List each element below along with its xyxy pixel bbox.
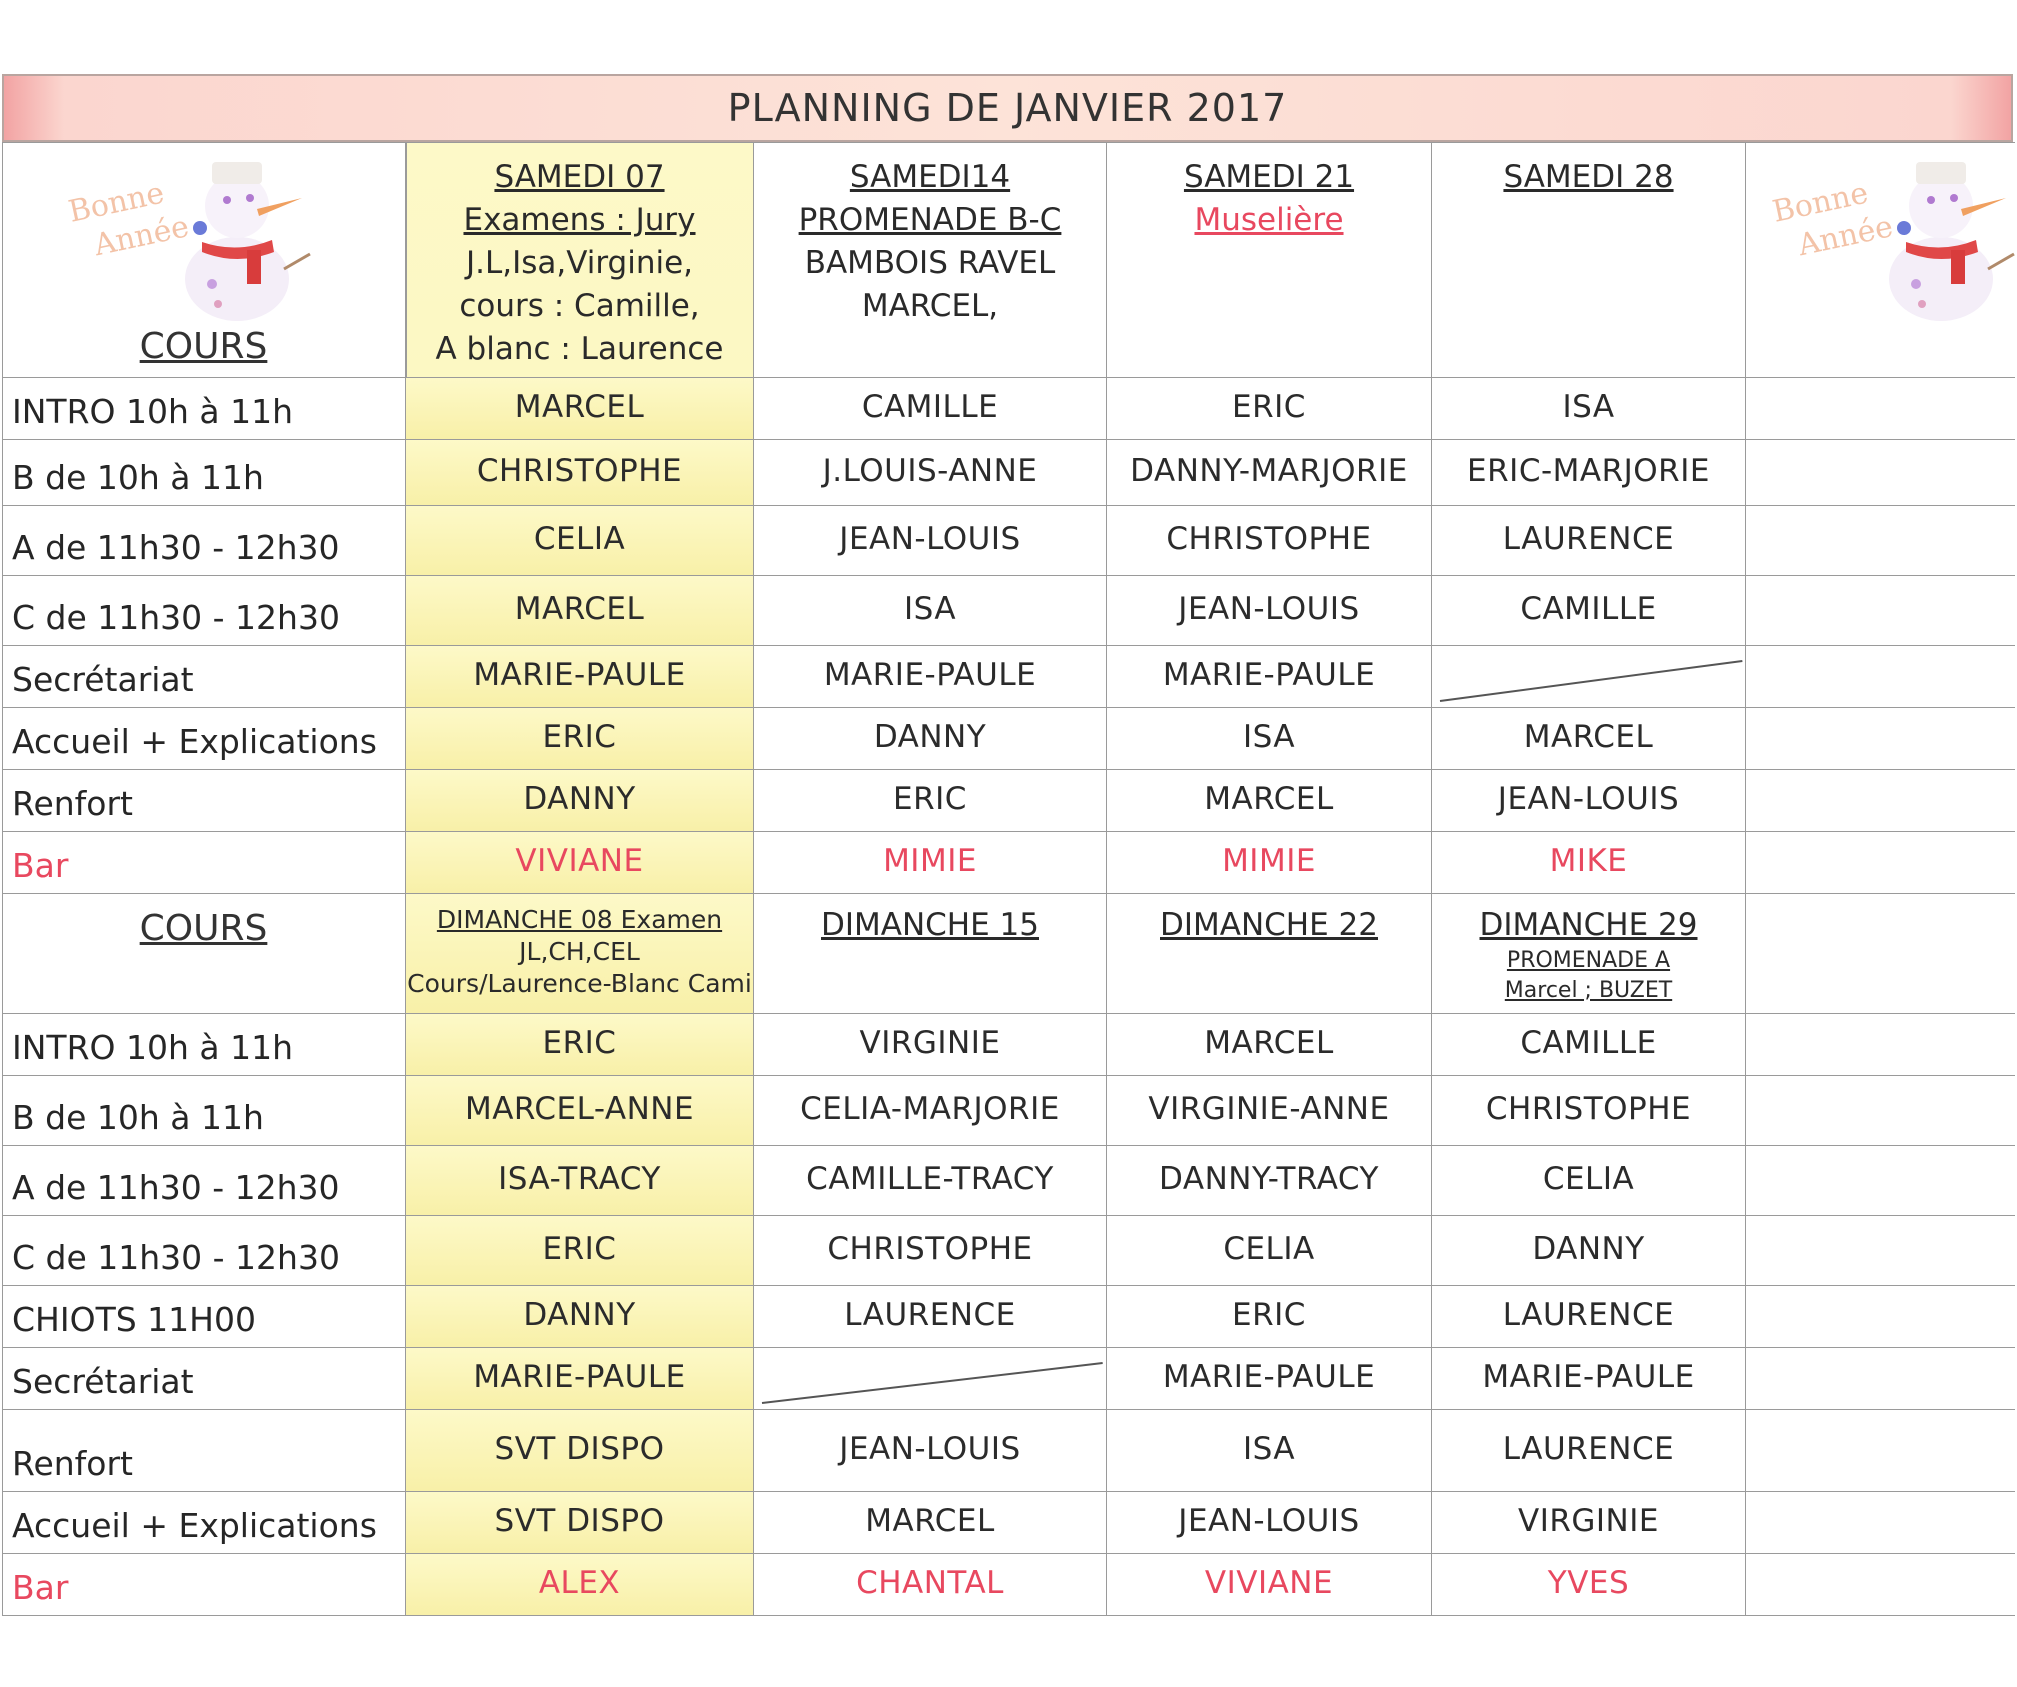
schedule-value: ISA-TRACY (498, 1160, 661, 1197)
schedule-value: MIKE (1549, 842, 1628, 879)
schedule-value: JEAN-LOUIS (1178, 590, 1360, 627)
row-label (2, 1286, 406, 1348)
schedule-value: ISA (903, 590, 957, 627)
schedule-value: SVT DISPO (494, 1502, 665, 1539)
row-label (2, 770, 406, 832)
deco-line: Bonne (1769, 175, 1872, 230)
schedule-cell (1107, 1286, 1432, 1348)
row-label-text: Renfort (12, 1444, 133, 1483)
schedule-cell (754, 440, 1107, 506)
schedule-value: CHRISTOPHE (1166, 520, 1372, 557)
schedule-value: JEAN-LOUIS (839, 520, 1021, 557)
cours-label: COURS (139, 908, 268, 949)
schedule-cell (1432, 708, 1746, 770)
row-label-text: A de 11h30 - 12h30 (12, 528, 340, 567)
schedule-value: CELIA (533, 520, 626, 557)
schedule-value: VIVIANE (515, 842, 644, 879)
schedule-cell (1432, 1286, 1746, 1348)
schedule-value: MARIE-PAULE (1162, 1358, 1376, 1395)
cours-label: COURS (139, 326, 268, 367)
row-label (2, 576, 406, 646)
schedule-value: DANNY-MARJORIE (1130, 452, 1408, 489)
row-label (2, 832, 406, 894)
schedule-value: MIMIE (883, 842, 977, 879)
schedule-cell (406, 576, 754, 646)
schedule-value: CAMILLE (1520, 590, 1657, 627)
empty-cell (1746, 1492, 2015, 1554)
empty-cell (1746, 576, 2015, 646)
header-line: DIMANCHE 22 (1160, 907, 1378, 943)
schedule-value: MARIE-PAULE (1162, 656, 1376, 693)
schedule-cell (1432, 646, 1746, 708)
row-label-text: Bar (12, 846, 69, 885)
row-label (2, 1492, 406, 1554)
schedule-cell (754, 1492, 1107, 1554)
schedule-value: VIRGINIE (859, 1024, 1001, 1061)
header-line: SAMEDI 28 (1503, 159, 1674, 195)
schedule-cell (1107, 1076, 1432, 1146)
schedule-cell (1432, 1216, 1746, 1286)
schedule-value: MARIE-PAULE (473, 1358, 686, 1395)
page-title: PLANNING DE JANVIER 2017 (727, 86, 1288, 130)
header-line: DIMANCHE 08 Examen (436, 905, 723, 934)
schedule-value: MIMIE (1222, 842, 1316, 879)
schedule-cell (406, 708, 754, 770)
table-top-border (2, 142, 2015, 143)
schedule-value: LAURENCE (1502, 520, 1675, 557)
schedule-value: MARCEL (1523, 718, 1654, 755)
empty-cell (1746, 770, 2015, 832)
schedule-cell (1107, 1348, 1432, 1410)
row-label (2, 708, 406, 770)
schedule-cell (1432, 440, 1746, 506)
header-line: Examens : Jury (463, 202, 696, 238)
schedule-value: JEAN-LOUIS (1178, 1502, 1360, 1539)
schedule-cell (1107, 646, 1432, 708)
row-label-text: Secrétariat (12, 1362, 194, 1401)
row-label-text: Bar (12, 1568, 69, 1607)
deco-line: Année (91, 209, 193, 264)
row-label-text: C de 11h30 - 12h30 (12, 598, 340, 637)
schedule-value: ERIC (542, 1230, 617, 1267)
empty-cell (1746, 1286, 2015, 1348)
sunday-header (754, 894, 1107, 1014)
schedule-value: CAMILLE (1520, 1024, 1657, 1061)
schedule-value: ALEX (538, 1564, 621, 1601)
row-label-text: INTRO 10h à 11h (12, 392, 293, 431)
schedule-value: ERIC-MARJORIE (1467, 452, 1710, 489)
empty-cell (1746, 708, 2015, 770)
row-label-text: Accueil + Explications (12, 722, 377, 761)
schedule-cell (1107, 1410, 1432, 1492)
schedule-value: JEAN-LOUIS (839, 1430, 1021, 1467)
schedule-cell (754, 506, 1107, 576)
schedule-value: MARIE-PAULE (473, 656, 686, 693)
schedule-cell (1107, 1014, 1432, 1076)
schedule-cell (1107, 1554, 1432, 1616)
schedule-cell (1107, 1146, 1432, 1216)
schedule-cell (1432, 1410, 1746, 1492)
schedule-value: DANNY (523, 780, 636, 817)
row-label-text: Accueil + Explications (12, 1506, 377, 1545)
schedule-cell (406, 832, 754, 894)
row-label (2, 440, 406, 506)
schedule-cell (1107, 832, 1432, 894)
schedule-value: DANNY (1532, 1230, 1645, 1267)
schedule-cell (406, 440, 754, 506)
row-label-text: C de 11h30 - 12h30 (12, 1238, 340, 1277)
schedule-value: VIRGINIE-ANNE (1148, 1090, 1390, 1127)
schedule-value: ERIC (542, 1024, 617, 1061)
header-line: JL,CH,CEL (519, 937, 640, 966)
header-line: BAMBOIS RAVEL (804, 245, 1056, 281)
title-band (2, 74, 2013, 142)
row-label (2, 1076, 406, 1146)
empty-cell (1746, 506, 2015, 576)
schedule-cell (1432, 770, 1746, 832)
header-line: Cours/Laurence-Blanc Cami (407, 969, 752, 998)
schedule-value: MARCEL (1204, 780, 1334, 817)
schedule-value: MARIE-PAULE (823, 656, 1037, 693)
schedule-cell (1432, 1492, 1746, 1554)
schedule-value: SVT DISPO (494, 1430, 665, 1467)
schedule-cell (406, 1348, 754, 1410)
schedule-cell (406, 506, 754, 576)
saturday-header (1107, 142, 1432, 378)
schedule-value: LAURENCE (844, 1296, 1016, 1333)
schedule-value: MARCEL (1204, 1024, 1334, 1061)
deco-line: Année (1795, 209, 1897, 264)
header-line: SAMEDI14 (849, 159, 1011, 195)
schedule-cell (406, 1286, 754, 1348)
empty-cell (1746, 1348, 2015, 1410)
schedule-cell (754, 1348, 1107, 1410)
schedule-cell (1432, 1554, 1746, 1616)
schedule-cell (406, 770, 754, 832)
empty-cell (1746, 378, 2015, 440)
row-label (2, 1348, 406, 1410)
header-line: SAMEDI 07 (494, 159, 665, 195)
header-line: Marcel ; BUZET (1504, 978, 1673, 1003)
schedule-cell (406, 1216, 754, 1286)
schedule-cell (1432, 832, 1746, 894)
row-label (2, 1216, 406, 1286)
row-label-text: A de 11h30 - 12h30 (12, 1168, 340, 1207)
schedule-value: CAMILLE (861, 388, 999, 425)
schedule-value: ERIC (1232, 1296, 1306, 1333)
schedule-value: ISA (1242, 1430, 1296, 1467)
schedule-cell (1107, 1492, 1432, 1554)
schedule-cell (1107, 576, 1432, 646)
header-line: J.L,Isa,Virginie, (465, 245, 694, 281)
schedule-cell (754, 1014, 1107, 1076)
deco-line: Bonne (65, 175, 168, 230)
header-line: DIMANCHE 15 (821, 907, 1039, 943)
schedule-cell (406, 646, 754, 708)
schedule-cell (1107, 1216, 1432, 1286)
schedule-value: ERIC (542, 718, 617, 755)
schedule-value: DANNY-TRACY (1159, 1160, 1379, 1197)
schedule-cell (754, 832, 1107, 894)
empty-cell (1746, 1014, 2015, 1076)
row-label-text: INTRO 10h à 11h (12, 1028, 293, 1067)
schedule-value: MARCEL (514, 388, 645, 425)
schedule-value: CHANTAL (856, 1564, 1004, 1601)
row-label-text: B de 10h à 11h (12, 458, 264, 497)
row-label-text: Secrétariat (12, 660, 194, 699)
schedule-value: CELIA-MARJORIE (800, 1090, 1060, 1127)
schedule-cell (754, 770, 1107, 832)
schedule-value: CHRISTOPHE (476, 452, 683, 489)
row-label-text: B de 10h à 11h (12, 1098, 264, 1137)
sunday-header (1107, 894, 1432, 1014)
schedule-value: ISA (1562, 388, 1615, 425)
row-label (2, 1014, 406, 1076)
schedule-value: VIRGINIE (1518, 1502, 1659, 1539)
empty-cell (1746, 1216, 2015, 1286)
schedule-value: J.LOUIS-ANNE (822, 452, 1038, 489)
schedule-cell (754, 378, 1107, 440)
schedule-cell (754, 708, 1107, 770)
schedule-value: ISA (1242, 718, 1296, 755)
header-line: SAMEDI 21 (1183, 159, 1355, 195)
schedule-value: DANNY (523, 1296, 636, 1333)
row-label (2, 1146, 406, 1216)
schedule-value: CELIA (1223, 1230, 1315, 1267)
schedule-value: DANNY (873, 718, 987, 755)
schedule-value: ERIC (1232, 388, 1306, 425)
row-label (2, 1410, 406, 1492)
schedule-cell (406, 1014, 754, 1076)
header-line: MARCEL, (861, 288, 999, 324)
schedule-cell (1107, 378, 1432, 440)
schedule-cell (754, 1410, 1107, 1492)
schedule-cell (754, 1216, 1107, 1286)
schedule-value: VIVIANE (1204, 1564, 1334, 1601)
schedule-value: CELIA (1542, 1160, 1635, 1197)
header-line: A blanc : Laurence (435, 331, 724, 367)
schedule-cell (1432, 378, 1746, 440)
empty-cell (1746, 1554, 2015, 1616)
schedule-cell (754, 1286, 1107, 1348)
schedule-cell (406, 1492, 754, 1554)
schedule-value: MARCEL (865, 1502, 995, 1539)
header-line: PROMENADE A (1506, 948, 1671, 973)
header-line: PROMENADE B-C (798, 202, 1062, 238)
schedule-cell (754, 1554, 1107, 1616)
schedule-cell (406, 1076, 754, 1146)
schedule-value: CHRISTOPHE (1485, 1090, 1692, 1127)
schedule-cell (1432, 1146, 1746, 1216)
empty-cell (1746, 1410, 2015, 1492)
row-label (2, 378, 406, 440)
empty-cell (1746, 440, 2015, 506)
row-label (2, 1554, 406, 1616)
schedule-cell (406, 1410, 754, 1492)
schedule-value: CAMILLE-TRACY (806, 1160, 1054, 1197)
schedule-value: JEAN-LOUIS (1497, 780, 1680, 817)
row-label (2, 506, 406, 576)
sunday-header (1432, 894, 1746, 1014)
schedule-cell (754, 576, 1107, 646)
empty-cell (1746, 1076, 2015, 1146)
schedule-cell (1107, 770, 1432, 832)
schedule-cell (754, 646, 1107, 708)
schedule-value: CHRISTOPHE (827, 1230, 1033, 1267)
schedule-cell (754, 1146, 1107, 1216)
schedule-cell (406, 1146, 754, 1216)
header-line: DIMANCHE 29 (1479, 907, 1698, 943)
empty-header-cell (1746, 894, 2015, 1014)
schedule-cell (1432, 576, 1746, 646)
schedule-value: ERIC (893, 780, 967, 817)
row-label (2, 646, 406, 708)
schedule-value: MARCEL-ANNE (464, 1090, 695, 1127)
row-label-text: Renfort (12, 784, 133, 823)
schedule-cell (1432, 1348, 1746, 1410)
schedule-value: MARCEL (514, 590, 645, 627)
sunday-header (406, 894, 754, 1014)
cours-header-cell (2, 894, 406, 1014)
schedule-cell (1432, 1014, 1746, 1076)
schedule-cell (754, 1076, 1107, 1146)
schedule-cell (1107, 440, 1432, 506)
row-label-text: CHIOTS 11H00 (12, 1300, 256, 1339)
empty-cell (1746, 646, 2015, 708)
schedule-value: LAURENCE (1502, 1296, 1675, 1333)
schedule-cell (1432, 506, 1746, 576)
header-line: cours : Camille, (459, 288, 700, 324)
saturday-header (1432, 142, 1746, 378)
empty-cell (1746, 832, 2015, 894)
schedule-value: MARIE-PAULE (1482, 1358, 1695, 1395)
schedule-value: LAURENCE (1502, 1430, 1675, 1467)
saturday-header (406, 142, 754, 378)
schedule-cell (1107, 708, 1432, 770)
saturday-header (754, 142, 1107, 378)
schedule-value: YVES (1547, 1564, 1630, 1601)
empty-cell (1746, 1146, 2015, 1216)
header-line: Muselière (1194, 202, 1344, 238)
schedule-cell (406, 1554, 754, 1616)
schedule-cell (406, 378, 754, 440)
schedule-cell (1432, 1076, 1746, 1146)
schedule-cell (1107, 506, 1432, 576)
